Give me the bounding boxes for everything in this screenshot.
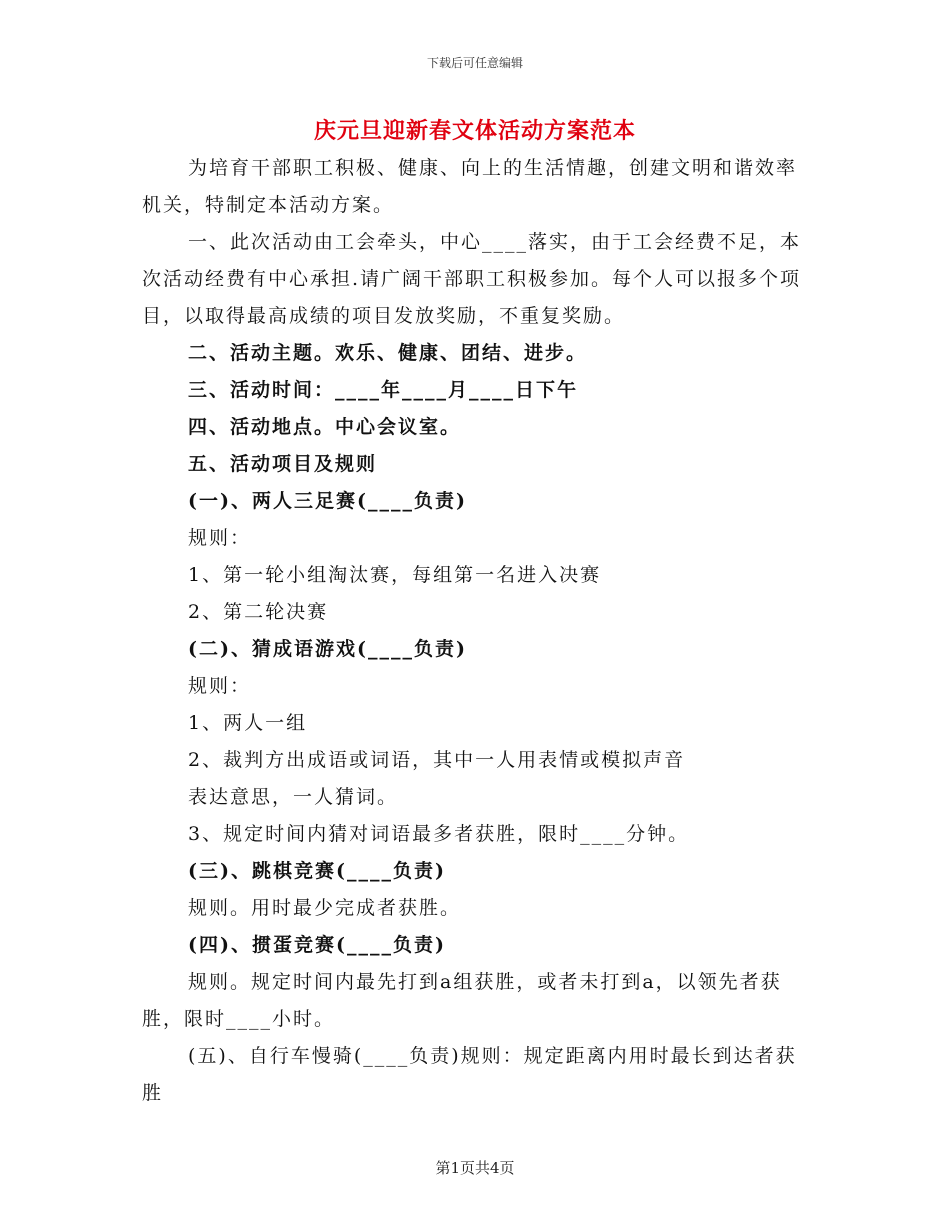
section-three-heading: 三、活动时间：____年____月____日下午 [188,379,579,401]
rule-line: 规则。用时最少完成者获胜。 [188,897,462,919]
section-five-heading: 五、活动项目及规则 [188,453,378,475]
intro-paragraph: 为培育干部职工积极、健康、向上的生活情趣，创建文明和谐效率机关，特制定本活动方案。 [142,157,798,216]
page-footer: 第1页共4页 [435,1159,515,1177]
rule-paragraph: 规则。规定时间内最先打到a组获胜，或者未打到a，以领先者获胜，限时____小时。 [142,971,782,1030]
rule-line: 表达意思，一人猜词。 [188,786,399,808]
rule-line: 2、第二轮决赛 [188,601,329,623]
rule-line: 2、裁判方出成语或词语，其中一人用表情或模拟声音 [188,749,686,771]
rule-line: 1、两人一组 [188,712,308,734]
document-title: 庆元旦迎新春文体活动方案范本 [313,118,636,144]
item-three-heading: (三)、跳棋竞赛(____负责) [188,860,446,882]
item-five-paragraph: (五)、自行车慢骑(____负责)规则：规定距离内用时最长到达者获胜 [142,1045,797,1104]
rule-line: 1、第一轮小组淘汰赛，每组第一名进入决赛 [188,564,602,586]
document-body [142,150,812,1112]
rule-line: 3、规定时间内猜对词语最多者获胜，限时____分钟。 [188,823,690,845]
section-two-heading: 二、活动主题。欢乐、健康、团结、进步。 [188,342,588,364]
item-one-heading: (一)、两人三足赛(____负责) [188,490,467,512]
rules-label: 规则： [188,675,252,697]
item-four-heading: (四)、掼蛋竞赛(____负责) [188,934,446,956]
section-four-heading: 四、活动地点。中心会议室。 [188,416,462,438]
header-note: 下载后可任意编辑 [426,56,523,70]
rules-label: 规则： [188,527,252,549]
section-one-paragraph: 一、此次活动由工会牵头，中心____落实，由于工会经费不足，本次活动经费有中心承担.请广阔干部职工积极参加。每个人可以报多个项目，以取得最高成绩的项目发放奖励，不重复奖励。 [142,231,802,327]
item-two-heading: (二)、猜成语游戏(____负责) [188,638,467,660]
